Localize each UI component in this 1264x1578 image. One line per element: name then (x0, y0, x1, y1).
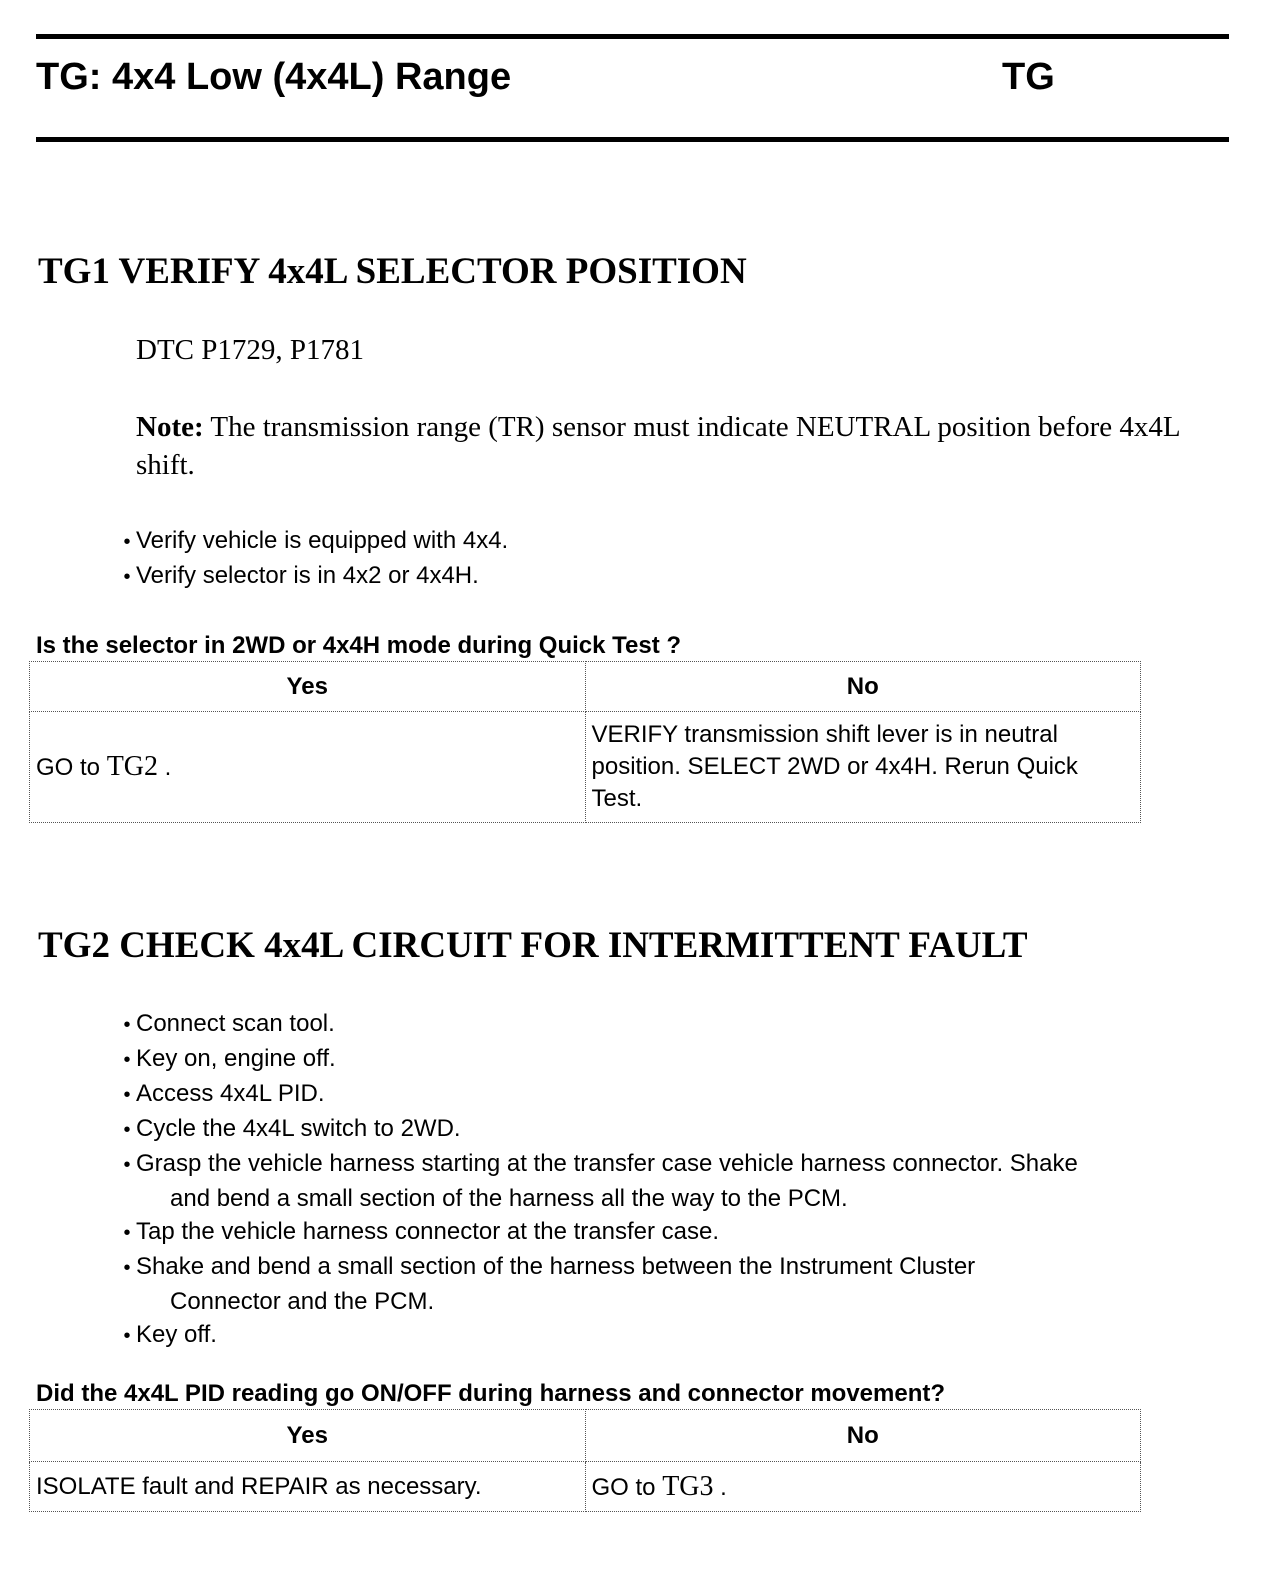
yes-header: Yes (30, 1410, 586, 1462)
no-header: No (585, 662, 1141, 712)
list-item: • Access 4x4L PID. (118, 1077, 1078, 1112)
tg2-heading: TG2 CHECK 4x4L CIRCUIT FOR INTERMITTENT FAULT (38, 925, 1028, 966)
note-text: The transmission range (TR) sensor must indicate NEUTRAL position before 4x4L shift. (136, 411, 1180, 481)
tg1-dtc: DTC P1729, P1781 (136, 334, 365, 366)
tg3-link[interactable]: TG3 (662, 1470, 714, 1502)
yes-cell: GO to TG2 . (30, 712, 586, 823)
tg2-link[interactable]: TG2 (106, 751, 159, 782)
tg2-answer-table (29, 1409, 1141, 1512)
page-title: TG: 4x4 Low (4x4L) Range (36, 56, 512, 98)
no-header: No (585, 1410, 1141, 1462)
yes-cell: ISOLATE fault and REPAIR as necessary. (30, 1462, 586, 1512)
no-cell: GO to TG3 . (585, 1462, 1141, 1512)
tg1-answer-table (29, 661, 1141, 823)
section-code: TG (1002, 56, 1055, 98)
tg2-question: Did the 4x4L PID reading go ON/OFF during harness and connector movement? (36, 1380, 946, 1407)
list-item: • Connect scan tool. (118, 1007, 1078, 1042)
list-item: • Shake and bend a small section of the harness between the Instrument Cluster Connector and the PCM. (118, 1250, 1078, 1318)
list-item: • Verify selector is in 4x2 or 4x4H. (118, 559, 508, 594)
note-label: Note: (136, 411, 204, 443)
list-item: • Tap the vehicle harness connector at the transfer case. (118, 1215, 1078, 1250)
list-item: • Verify vehicle is equipped with 4x4. (118, 524, 508, 559)
tg1-note (136, 408, 1196, 484)
tg1-steps (118, 524, 508, 594)
tg2-steps (118, 1007, 1078, 1353)
title-rule (36, 137, 1229, 142)
top-rule (36, 34, 1229, 39)
list-item: • Key off. (118, 1318, 1078, 1353)
no-cell: VERIFY transmission shift lever is in neutral position. SELECT 2WD or 4x4H. Rerun Quick Test. (585, 712, 1141, 823)
list-item: • Cycle the 4x4L switch to 2WD. (118, 1112, 1078, 1147)
list-item: • Key on, engine off. (118, 1042, 1078, 1077)
list-item: • Grasp the vehicle harness starting at the transfer case vehicle harness connector. Shake and bend a small section of the harness all the way to the PCM. (118, 1147, 1078, 1215)
yes-header: Yes (30, 662, 586, 712)
tg1-question: Is the selector in 2WD or 4x4H mode during Quick Test ? (36, 632, 682, 659)
tg1-heading: TG1 VERIFY 4x4L SELECTOR POSITION (38, 251, 747, 292)
